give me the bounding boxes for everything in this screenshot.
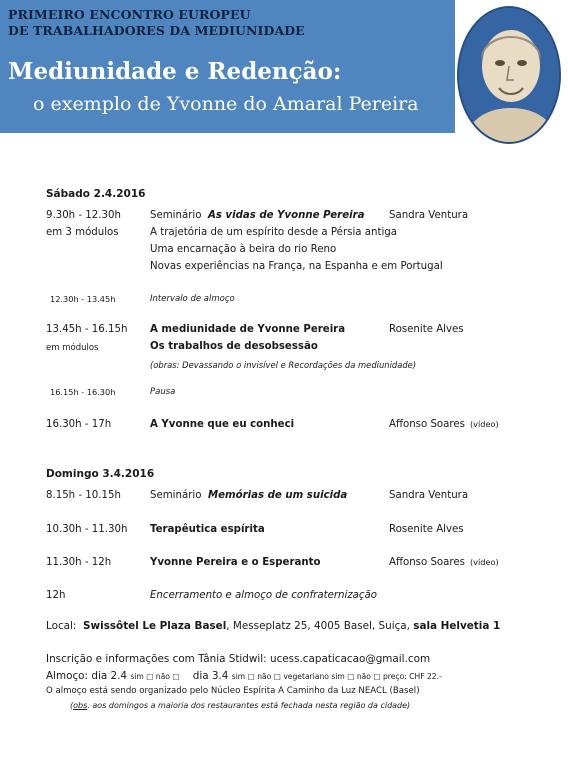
obs-text: . aos domingos a maioria dos restaurantes está fechada nesta região da cidade)	[87, 701, 411, 710]
session-speaker: Sandra Ventura	[389, 210, 469, 221]
obs-open: (	[70, 701, 74, 710]
venue-address: , Messeplatz 25, 4005 Basel, Suiça,	[226, 620, 410, 632]
event-title: Mediunidade e Redenção:	[8, 58, 342, 85]
lunch-day2-options[interactable]: sim □ não □ vegetariano sim □ não □ preço: CHF 22.-	[231, 672, 442, 681]
day-heading-sunday: Domingo 3.4.2016	[46, 468, 155, 480]
session-topic: A trajetória de um espírito desde a Pérsia antiga	[150, 227, 397, 238]
session-modules: em módulos	[46, 343, 99, 353]
session-time: 8.15h - 10.15h	[46, 490, 121, 501]
session-note: (obras: Devassando o invisível e Recordações da mediunidade)	[150, 360, 417, 370]
venue-room: sala Helvetia 1	[413, 620, 501, 632]
session-title	[150, 210, 365, 221]
session-title-text: Memórias de um suicida	[207, 490, 348, 501]
lunch-organizer: O almoço está sendo organizado pelo Núcleo Espírita A Caminho da Luz NEACL (Basel)	[46, 686, 420, 696]
observation-note	[70, 701, 410, 710]
registration-info: Inscrição e informações com Tânia Stidwil: ucess.capaticacao@gmail.com	[46, 653, 431, 665]
portrait-photo	[457, 6, 561, 144]
speaker-name: Affonso Soares	[389, 557, 465, 568]
session-speaker	[389, 419, 499, 430]
venue-label: Local:	[46, 620, 77, 632]
event-name-line2: DE TRABALHADORES DA MEDIUNIDADE	[8, 23, 305, 38]
session-time: 9.30h - 12.30h	[46, 210, 121, 221]
event-name-line1: PRIMEIRO ENCONTRO EUROPEU	[8, 7, 251, 22]
venue-line	[46, 620, 500, 632]
session-time: 12h	[46, 590, 66, 601]
session-time: 11.30h - 12h	[46, 557, 112, 568]
session-title: A Yvonne que eu conheci	[150, 419, 295, 430]
session-title: Yvonne Pereira e o Esperanto	[150, 557, 321, 568]
session-speaker: Sandra Ventura	[389, 490, 469, 501]
session-desc: Encerramento e almoço de confraternização	[150, 590, 377, 601]
session-label: Seminário	[150, 210, 202, 221]
lunch-day2-label: dia 3.4	[192, 670, 229, 682]
session-speaker: Rosenite Alves	[389, 524, 464, 535]
session-title	[150, 490, 347, 501]
break-desc: Pausa	[150, 387, 176, 397]
session-title: Os trabalhos de desobsessão	[150, 341, 318, 352]
session-speaker: Rosenite Alves	[389, 324, 464, 335]
session-title: A mediunidade de Yvonne Pereira	[150, 324, 346, 335]
lunch-options	[46, 670, 442, 682]
video-tag: (vídeo)	[469, 419, 499, 429]
day-heading-saturday: Sábado 2.4.2016	[46, 188, 146, 200]
session-modules: em 3 módulos	[46, 227, 119, 238]
break-time: 12.30h - 13.45h	[50, 294, 116, 304]
break-time: 16.15h - 16.30h	[50, 387, 116, 397]
video-tag: (vídeo)	[469, 557, 499, 567]
session-speaker	[389, 557, 499, 568]
lunch-day1-label: Almoço: dia 2.4	[46, 670, 128, 682]
session-title-text: As vidas de Yvonne Pereira	[207, 210, 365, 221]
header-banner	[0, 0, 568, 150]
session-topic: Novas experiências na França, na Espanha e em Portugal	[150, 261, 443, 272]
lunch-day1-options[interactable]: sim □ não □	[130, 672, 180, 681]
venue-name: Swissôtel Le Plaza Basel	[83, 620, 227, 632]
break-desc: Intervalo de almoço	[150, 294, 235, 304]
session-time: 16.30h - 17h	[46, 419, 112, 430]
session-label: Seminário	[150, 490, 202, 501]
session-topic: Uma encarnação à beira do rio Reno	[150, 244, 337, 255]
obs-abbr: obs	[73, 701, 88, 710]
event-subtitle: o exemplo de Yvonne do Amaral Pereira	[33, 93, 419, 115]
session-title: Terapêutica espírita	[150, 524, 265, 535]
session-time: 13.45h - 16.15h	[46, 324, 128, 335]
speaker-name: Affonso Soares	[389, 419, 465, 430]
session-time: 10.30h - 11.30h	[46, 524, 128, 535]
